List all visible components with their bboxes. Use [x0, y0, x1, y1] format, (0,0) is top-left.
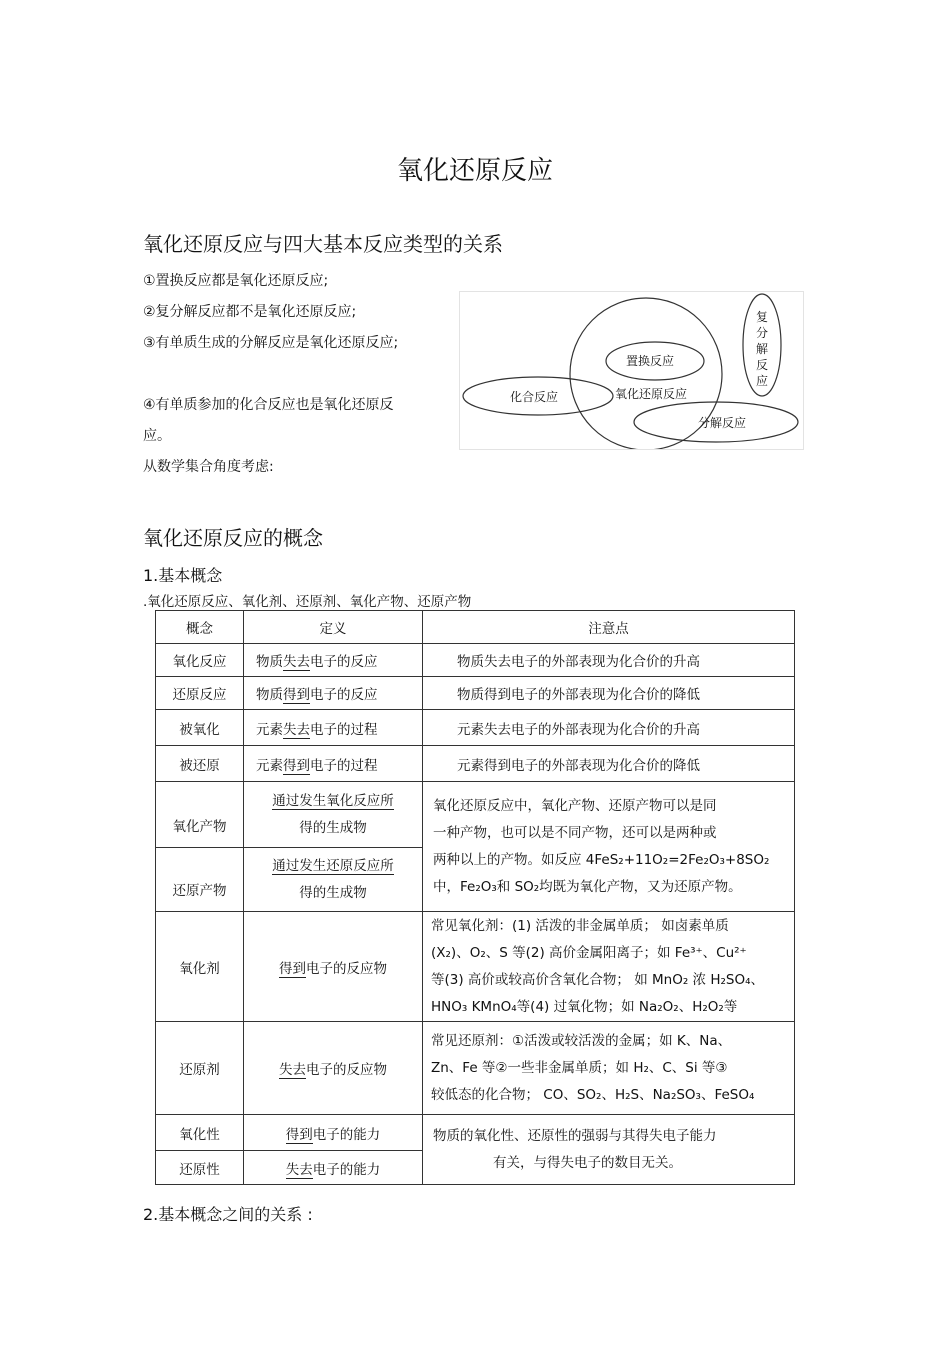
venn-label-decomposition: 分解反应	[698, 416, 747, 430]
note-cell: 元素失去电子的外部表现为化合价的升高	[423, 710, 795, 746]
venn-label-double-2: 分	[756, 326, 769, 340]
concept-cell: 被还原	[156, 746, 244, 782]
note-cell: 物质得到电子的外部表现为化合价的降低	[423, 677, 795, 710]
definition-cell: 物质得到电子的反应	[244, 677, 423, 710]
venn-label-double-5: 应	[756, 374, 769, 388]
header-notes: 注意点	[423, 611, 795, 644]
subheading-basic-concepts: 1.基本概念	[143, 566, 223, 585]
venn-label-combination: 化合反应	[510, 390, 559, 404]
concept-cell: 氧化剂	[156, 912, 244, 1022]
venn-label-double-4: 反	[756, 358, 769, 372]
definition-cell: 失去电子的反应物	[244, 1022, 423, 1115]
venn-diagram	[459, 291, 804, 450]
concept-cell: 氧化性	[156, 1115, 244, 1151]
definition-cell: 通过发生还原反应所 得的生成物	[244, 848, 423, 912]
subheading-concept-list: .氧化还原反应、氧化剂、还原剂、氧化产物、还原产物	[143, 594, 472, 610]
table-row	[156, 782, 795, 848]
header-concept: 概念	[156, 611, 244, 644]
concept-table	[155, 610, 795, 1185]
list-item: ④有单质参加的化合反应也是氧化还原反应。	[143, 397, 394, 444]
concept-cell: 被氧化	[156, 710, 244, 746]
reductant-note-cell: 常见还原剂：①活泼或较活泼的金属；如 K、Na、 Zn、Fe 等②一些非金属单质；如 H₂、C、Si 等③ 较低态的化合物； CO、SO₂、H₂S、Na₂SO₃、FeSO₄	[423, 1022, 795, 1115]
venn-label-double-1: 复	[756, 310, 769, 324]
header-definition: 定义	[244, 611, 423, 644]
concept-cell: 氧化反应	[156, 644, 244, 677]
table-row	[156, 677, 795, 710]
venn-label-redox: 氧化还原反应	[615, 387, 688, 401]
table-row	[156, 746, 795, 782]
note-cell: 元素得到电子的外部表现为化合价的降低	[423, 746, 795, 782]
subheading-relationships: 2.基本概念之间的关系 :	[143, 1205, 313, 1224]
definition-cell: 物质失去电子的反应	[244, 644, 423, 677]
venn-label-replacement: 置换反应	[626, 354, 675, 368]
table-row	[156, 1115, 795, 1151]
table-row	[156, 1022, 795, 1115]
definition-cell: 元素得到电子的过程	[244, 746, 423, 782]
page-title: 氧化还原反应	[396, 156, 553, 186]
table-row	[156, 912, 795, 1022]
list-item: ②复分解反应都不是氧化还原反应;	[143, 304, 357, 320]
section-heading-concepts: 氧化还原反应的概念	[143, 526, 323, 550]
table-row	[156, 644, 795, 677]
table-row	[156, 710, 795, 746]
table-header-row	[156, 611, 795, 644]
concept-cell: 氧化产物	[156, 782, 244, 848]
definition-cell: 得到电子的反应物	[244, 912, 423, 1022]
concept-cell: 还原剂	[156, 1022, 244, 1115]
list-item: ①置换反应都是氧化还原反应;	[143, 273, 329, 289]
concept-cell: 还原反应	[156, 677, 244, 710]
definition-cell: 元素失去电子的过程	[244, 710, 423, 746]
products-note-cell: 氧化还原反应中，氧化产物、还原产物可以是同 一种产物，也可以是不同产物，还可以是两种或 两种以上的产物。如反应 4FeS₂+11O₂=2Fe₂O₃+8SO₂ 中，Fe₂O₃和 SO₂均既为氧化产物，又为还原产物。	[423, 782, 795, 912]
concept-cell: 还原产物	[156, 848, 244, 912]
section-heading-relations: 氧化还原反应与四大基本反应类型的关系	[143, 232, 503, 256]
math-note: 从数学集合角度考虑:	[143, 459, 274, 475]
note-cell: 物质失去电子的外部表现为化合价的升高	[423, 644, 795, 677]
oxidant-note-cell: 常见氧化剂：(1) 活泼的非金属单质； 如卤素单质 (X₂)、O₂、S 等(2) 高价金属阳离子；如 Fe³⁺、Cu²⁺ 等(3) 高价或较高价含氧化合物； 如 MnO₂ 浓 H₂SO₄、 HNO₃ KMnO₄等(4) 过氧化物；如 Na₂O₂、H₂O₂等	[423, 912, 795, 1022]
list-item: ③有单质生成的分解反应是氧化还原反应;	[143, 335, 399, 351]
definition-cell: 失去电子的能力	[244, 1151, 423, 1185]
venn-label-double-3: 解	[756, 342, 769, 356]
definition-cell: 通过发生氧化反应所 得的生成物	[244, 782, 423, 848]
properties-note-cell: 物质的氧化性、还原性的强弱与其得失电子能力 有关，与得失电子的数目无关。	[423, 1115, 795, 1185]
concept-cell: 还原性	[156, 1151, 244, 1185]
definition-cell: 得到电子的能力	[244, 1115, 423, 1151]
